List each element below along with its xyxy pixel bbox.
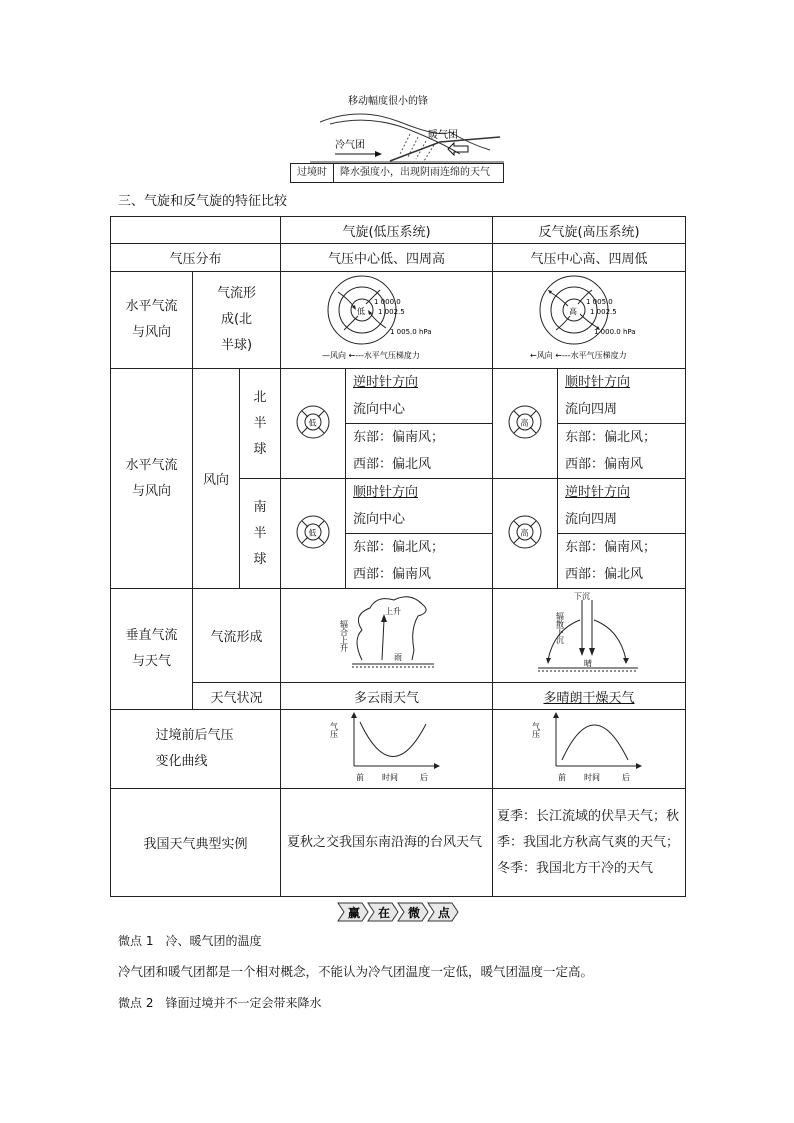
anticyclone-curve-cell <box>493 710 686 789</box>
anticyclone-vertical-cell <box>493 589 686 683</box>
front-caption-box <box>290 163 504 183</box>
svg-text:高: 高 <box>520 418 529 427</box>
front-caption-value: 降水强度小，出现阴雨连绵的天气 <box>340 167 490 178</box>
row-example-label: 我国天气典型实例 <box>111 789 281 897</box>
anticyclone-curve-time: 时间 <box>584 773 601 782</box>
divergence-label: 辐散下沉 <box>555 611 565 644</box>
south-anticyclone-icon <box>505 512 545 552</box>
anticyclone-weather: 多晴朗干燥天气 <box>493 683 686 710</box>
north-anticyclone-desc: 顺时针方向 流向四周 东部：偏北风； 西部：偏南风 <box>558 369 686 479</box>
row-wind-label: 水平气流与风向 <box>111 369 193 589</box>
row-vertical-label: 垂直气流与天气 <box>111 589 193 710</box>
cyclone-curve-time: 时间 <box>381 773 398 782</box>
southern-hemisphere-label: 南半球 <box>240 479 281 589</box>
anticyclone-isobar-2: 1 002.5 <box>590 308 617 316</box>
cyclone-isobar-diagram <box>282 272 492 364</box>
banner-char: 在 <box>378 906 391 920</box>
row-vertical-sub-form: 气流形成 <box>193 589 281 683</box>
svg-text:低: 低 <box>308 528 317 537</box>
anticyclone-curve-before: 前 <box>558 773 567 782</box>
svg-text:低: 低 <box>308 418 317 427</box>
banner-char: 赢 <box>348 906 361 920</box>
cyclone-isobar-2: 1 002.5 <box>377 308 405 316</box>
cold-air-label: 冷气团 <box>335 140 365 151</box>
row-wind-sub: 风向 <box>193 369 240 589</box>
cyclone-isobar-1: 1 000.0 <box>373 298 401 306</box>
row-pressure-label: 气压分布 <box>111 244 281 272</box>
cyclone-vertical-cell <box>281 589 493 683</box>
convergence-label: 辐合上升 <box>339 619 349 652</box>
banner-char: 微 <box>408 906 421 920</box>
cyclone-legend: —风向 ←---水平气压梯度力 <box>321 351 420 360</box>
anticyclone-isobar-cell <box>493 272 686 369</box>
micropoint-1-text: 冷气团和暖气团都是一个相对概念，不能认为冷气团温度一定低，暖气团温度一定高。 <box>118 964 594 979</box>
cyclone-curve-after: 后 <box>419 773 428 782</box>
cyclone-updraft-diagram <box>322 590 452 678</box>
cyclone-curve-cell <box>281 710 493 789</box>
svg-text:高: 高 <box>520 528 529 537</box>
cyclone-comparison-table <box>110 216 686 897</box>
cyclone-center-low: 低 <box>356 307 365 316</box>
north-anticyclone-icon <box>505 402 545 442</box>
north-anticyclone-icon-cell <box>493 369 558 479</box>
cyclone-weather: 多云雨天气 <box>281 683 493 710</box>
rain-label: 雨 <box>393 652 402 662</box>
anticyclone-example: 夏季：长江流域的伏旱天气；秋季：我国北方秋高气爽的天气；冬季：我国北方干冷的天气 <box>493 789 686 897</box>
warm-air-label: 暖气团 <box>428 130 458 141</box>
anticyclone-curve-ylabel: 气压 <box>531 722 541 738</box>
row-curve-label: 过境前后气压变化曲线 <box>111 710 281 789</box>
anticyclone-center-high: 高 <box>569 307 578 316</box>
subsidence-label: 下沉 <box>574 591 591 601</box>
updraft-label: 上升 <box>384 606 401 616</box>
cyclone-isobar-3: 1 005.0 hPa <box>389 328 432 336</box>
south-cyclone-desc: 顺时针方向 流向中心 东部：偏北风； 西部：偏南风 <box>346 479 493 589</box>
anticyclone-legend: ←风向 ←---水平气压梯度力 <box>530 351 627 360</box>
cyclone-pressure: 气压中心低、四周高 <box>281 244 493 272</box>
anticyclone-isobar-1: 1 005.0 <box>586 298 613 306</box>
banner-char: 点 <box>438 906 451 920</box>
cyclone-curve-before: 前 <box>355 773 364 782</box>
row-horizontal-form-label: 水平气流与风向 <box>111 272 193 369</box>
north-cyclone-icon-cell <box>281 369 346 479</box>
south-cyclone-icon-cell <box>281 479 346 589</box>
section-title: 三、气旋和反气旋的特征比较 <box>118 194 288 209</box>
north-cyclone-icon <box>293 402 333 442</box>
cyclone-curve-ylabel: 气压 <box>329 722 339 738</box>
anticyclone-pressure-curve <box>531 710 644 784</box>
anticyclone-pressure: 气压中心高、四周低 <box>493 244 686 272</box>
anticyclone-downdraft-diagram <box>524 590 654 678</box>
cyclone-example: 夏秋之交我国东南沿海的台风天气 <box>281 789 493 897</box>
sunny-label: 晴 <box>584 658 593 668</box>
anticyclone-isobar-3: 1 000.0 hPa <box>594 328 636 336</box>
header-cyclone: 气旋(低压系统) <box>281 217 493 244</box>
row-vertical-sub-weather: 天气状况 <box>193 683 281 710</box>
anticyclone-isobar-diagram <box>494 272 684 364</box>
win-at-micropoint-banner <box>338 901 462 923</box>
north-cyclone-desc: 逆时针方向 流向中心 东部：偏南风； 西部：偏北风 <box>346 369 493 479</box>
micropoint-1-title: 微点 1 冷、暖气团的温度 <box>118 934 262 948</box>
row-horizontal-form-sub: 气流形成(北半球) <box>193 272 281 369</box>
south-anticyclone-desc: 逆时针方向 流向四周 东部：偏南风； 西部：偏北风 <box>558 479 686 589</box>
northern-hemisphere-label: 北半球 <box>240 369 281 479</box>
cyclone-isobar-cell <box>281 272 493 369</box>
front-top-label: 移动幅度很小的锋 <box>348 96 428 107</box>
cyclone-pressure-curve <box>329 710 442 784</box>
anticyclone-curve-after: 后 <box>622 773 631 782</box>
south-cyclone-icon <box>293 512 333 552</box>
header-anticyclone: 反气旋(高压系统) <box>493 217 686 244</box>
south-anticyclone-icon-cell <box>493 479 558 589</box>
front-caption-key: 过境时 <box>291 164 334 182</box>
micropoint-2-title: 微点 2 锋面过境并不一定会带来降水 <box>118 996 322 1010</box>
